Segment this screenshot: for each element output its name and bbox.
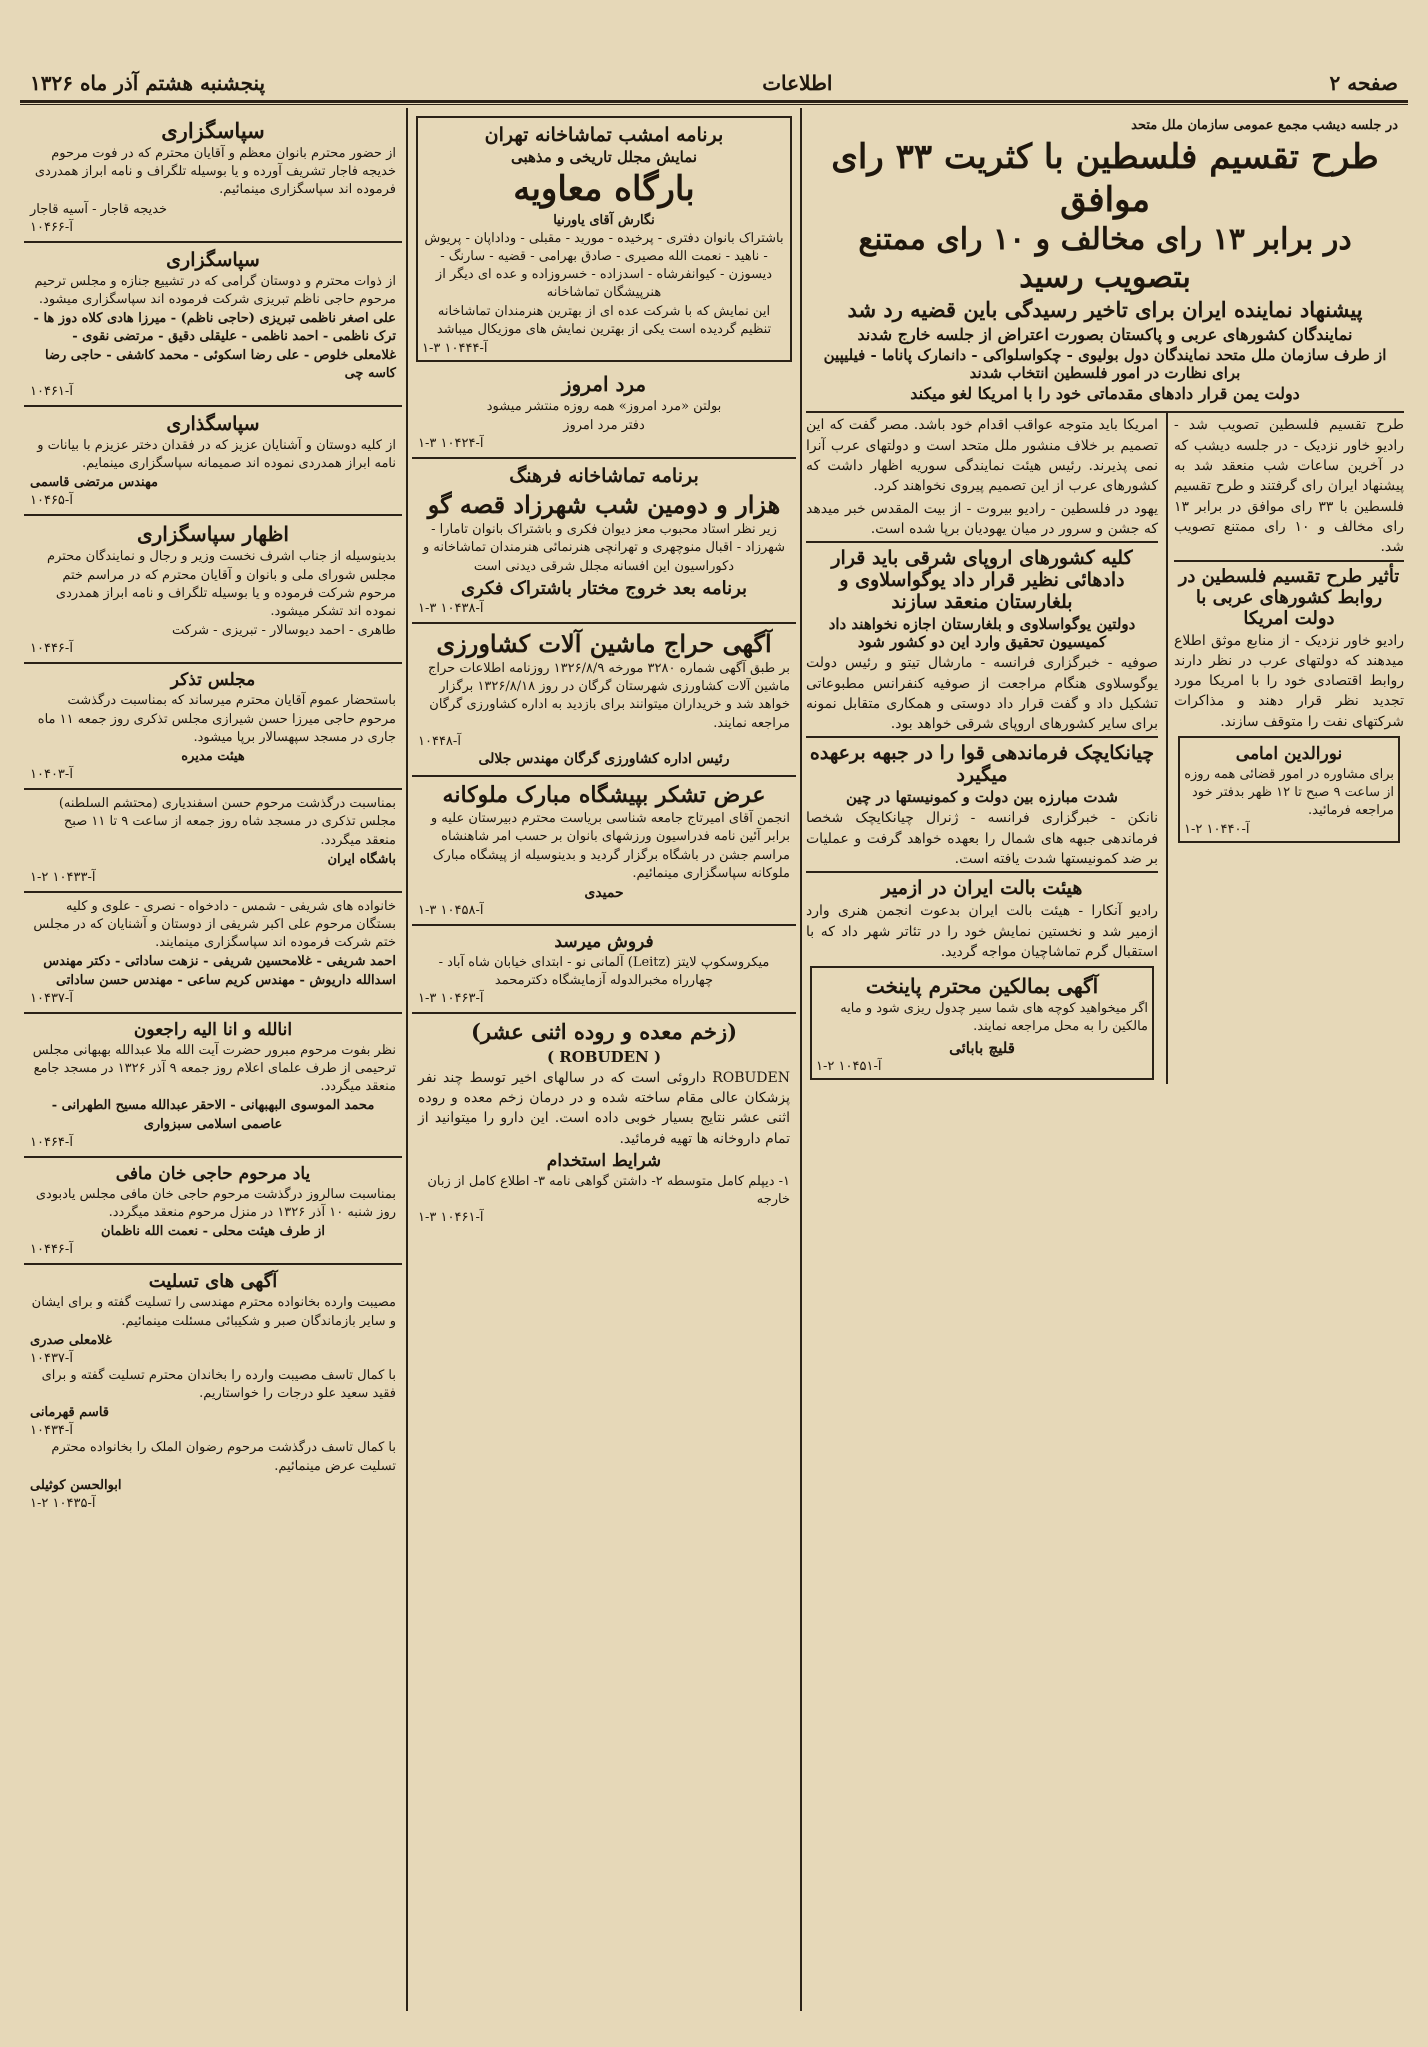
notice-text: از کلیه دوستان و آشنایان عزیز که در فقدان دختر عزیزم با بیانات و نامه ابراز همدردی نموده اند صمیمانه سپاسگزاری مینمایم. (37, 437, 396, 472)
ad-code: آ-۱۰۴۰۳ (30, 767, 73, 783)
ad-text: میکروسکوپ لایتز (Leitz) آلمانی نو - ابتدای خیابان شاه آباد - چهارراه مخبرالدوله آزمایشگاه دکترمحمد (438, 955, 770, 989)
notice-signature: مهندس مرتضی قاسمی (30, 475, 158, 491)
play-author: نگارش آقای یاورنیا (553, 212, 655, 228)
article-text: طرح تقسیم فلسطین تصویب شد - رادیو خاور نزدیک - در جلسه دیشب که در آخرین ساعات شب منعقد شد به پیشنهاد ایران رای گرفتند و طرح تقسیم فلسطین با ۳۳ رای موافق در برابر ۱۳ رای مخالف و ۱۰ رای ممتنع تصویب شد. (1174, 417, 1404, 556)
notice-box (1178, 736, 1400, 843)
article-text: امریکا باید متوجه عواقب اقدام خود باشد. مصر گفت که این تصمیم بر خلاف منشور ملل متحد است و دولتهای عرب آنرا نمی پذیرند. رئیس هیئت نمایندگی سوریه اظهار داشت که کشورهای عرب از این تصمیم پیروی نخواهند کرد. (806, 417, 1158, 495)
main-news-column (806, 112, 1404, 2011)
article-headline: چیانکایچک فرماندهی قوا را در جبهه برعهده میگیرد (806, 736, 1158, 786)
ad-title: (زخم معده و روده اثنی عشر) (470, 1019, 738, 1045)
notice-signature: خدیجه قاجار - آسیه قاجار (30, 201, 168, 217)
ad-code: آ-۱۰۴۶۶ (30, 219, 73, 235)
ad-code: آ-۱۰۴۳۳ ۲-۱ (30, 869, 96, 885)
article-text: یهود در فلسطین - رادیو بیروت - از بیت المقدس خبر میدهد که جشن و سرور در میان یهودیان برپا شده است. (806, 500, 1158, 537)
article-subhead: شدت مبارزه بین دولت و کمونیستها در چین (846, 788, 1118, 807)
ad-signature: قلیچ بابائی (949, 1038, 1015, 1057)
ad-code: آ-۱۰۴۳۸ ۳-۱ (418, 600, 484, 616)
ad-text: بر طبق آگهی شماره ۳۲۸۰ مورخه ۱۳۲۶/۸/۹ روزنامه اطلاعات حراج ماشین آلات کشاورزی شهرستان گرگان در روز ۱۳۲۶/۸/۱۸ برگزار خواهد شد و خریداران میتوانند برای بازدید به اداره کشاورزی گرگان مراجعه نمایند. (428, 660, 790, 731)
memorial-notice (24, 790, 402, 893)
notice-text: بدینوسیله از جناب اشرف نخست وزیر و رجال و نمایندگان محترم مجلس شورای ملی و بانوان و آقایان محترم که در مراسم ختم مرحوم شرکت فرموده و یا بوسیله تلگراف و نامه ابراز همدردی نموده اند تشکر میشود. (47, 549, 396, 619)
thanks-notice (24, 516, 402, 664)
ad-code: آ-۱۰۴۶۳ ۳-۱ (418, 991, 484, 1007)
play-name: هزار و دومین شب شهرزاد قصه گو (427, 490, 781, 519)
thanks-notice (24, 407, 402, 517)
ad-signature: دفتر مرد امروز (563, 417, 645, 433)
article-headline: تأثیر طرح تقسیم فلسطین در روابط کشورهای عربی با دولت امریکا (1174, 560, 1404, 629)
ad-title: آگهی حراج ماشین آلات کشاورزی (436, 628, 772, 658)
ad-code: آ-۱۰۴۳۷ (30, 990, 73, 1006)
ad-code: آ-۱۰۴۲۴ ۳-۱ (418, 436, 484, 451)
ad-subtitle: نمایش مجلل تاریخی و مذهبی (510, 148, 698, 166)
ad-code: آ-۱۰۴۳۵ ۲-۱ (30, 1496, 96, 1511)
thanks-ad (412, 777, 796, 926)
ad-code: آ-۱۰۴۵۸ ۳-۱ (418, 903, 484, 919)
ad-note: این نمایش که با شرکت عده ای از بهترین هنرمندان تماشاخانه تنظیم گردیده است یکی از بهترین نمایش های موزیکال میباشد (436, 304, 772, 338)
ad-signature: حمیدی (584, 885, 624, 902)
headline-2: در برابر ۱۳ رای مخالف و ۱۰ رای ممتنع بتصویب رسید (858, 222, 1352, 295)
notice-title: مجلس تذکر (170, 670, 256, 691)
ad-code: آ-۱۰۴۶۴ (30, 1134, 73, 1150)
issue-date: پنجشنبه هشتم آذر ماه ۱۳۲۶ (30, 71, 266, 95)
lead-story-header (806, 112, 1404, 413)
center-story-column (806, 413, 1158, 1083)
ad-text: اگر میخواهید کوچه های شما سیر چدول ریزی شود و مایه مالکین را به محل مراجعه نمایند. (840, 1001, 1148, 1035)
ad-subhead: شرایط استخدام (546, 1150, 662, 1171)
kicker: در جلسه دیشب مجمع عمومی سازمان ملل متحد (1131, 118, 1398, 133)
notice-title: اظهار سپاسگزاری (136, 522, 289, 547)
ad-text: بولتن «مرد امروز» همه روزه منتشر میشود (486, 398, 722, 414)
ad-code: آ-۱۰۴۴۶ (30, 1242, 73, 1258)
notice-title: آگهی های تسلیت (148, 1271, 278, 1293)
article-text: رادیو خاور نزدیک - از منابع موثق اطلاع میدهند که دولتهای عرب در نظر دارند روابط اقتصادی خود را با امریکا مورد تجدید نظر قرار دهند و مذاکرات شرکتهای نفت را متوقف سازند. (1174, 632, 1404, 730)
ad-signature: رئیس اداره کشاورزی گرگان مهندس جلالی (478, 750, 730, 767)
article-text: رادیو آنکارا - هیئت بالت ایران بدعوت انجمن هنری وارد ازمیر شد و نخستین نمایش خود را در تئاتر شهر داد که با استقبال گرم تماشاچیان مواجه گردید. (806, 903, 1158, 960)
thanks-notice (24, 243, 402, 407)
ad-title: مرد امروز (561, 371, 647, 396)
top-rule (20, 100, 1408, 103)
headline: طرح تقسیم فلسطین با کثریت ۳۳ رای موافق (831, 137, 1379, 220)
notice-signature: از طرف هیئت محلی - نعمت الله ناظمان (101, 1224, 325, 1240)
article-text: صوفیه - خبرگزاری فرانسه - مارشال تیتو و رئیس دولت یوگوسلاوی هنگام مراجعت از صوفیه کنفرانس مطبوعاتی تشکیل داد و گفت قرار داد دوستی و همکاری متقابل نمونه برای سایر کشورهای اروپای شرقی خواهد بود. (806, 655, 1158, 733)
notice-text: با کمال تاسف درگذشت مرحوم رضوان الملک را بخانواده محترم تسلیت عرض مینمائیم. (51, 1440, 396, 1474)
theatre-ad (416, 116, 792, 362)
ad-list: ۱- دیپلم کامل متوسطه ۲- داشتن گواهی نامه ۳- اطلاع کامل از زبان خارجه (427, 1173, 790, 1208)
notice-names: طاهری - احمد دیوسالار - تبریزی - شرکت (172, 623, 396, 639)
article-headline: هیئت بالت ایران در ازمیر (806, 871, 1158, 899)
ad-code: آ-۱۰۴۴۴ ۳-۱ (422, 340, 488, 356)
ad-code: آ-۱۰۴۴۰ ۲-۱ (1184, 821, 1250, 837)
article-subhead: دولتین یوگواسلاوی و بلغارستان اجازه نخواهند داد کمیسیون تحقیق وارد این دو کشور شود (828, 615, 1136, 652)
sale-ad (412, 926, 796, 1014)
notice-text: از حضور محترم بانوان معظم و آقایان محترم که در فوت مرحوم خدیجه فاجار تشریف آورده و یا بوسیله تلگراف و نامه ابراز همدردی فرموده اند سپاسگزاری مینمائیم. (34, 146, 396, 198)
notice-text: برای مشاوره در امور قضائی همه روزه از ساعت ۹ صبح تا ۱۲ ظهر بدفتر خود مراجعه فرمائید. (1184, 767, 1394, 819)
side-story-column (1166, 413, 1404, 1083)
notice-title: یاد مرحوم حاجی خان مافی (115, 1163, 311, 1184)
notice-text: باستحضار عموم آقایان محترم میرساند که بمناسبت درگذشت مرحوم حاجی میرزا حسن شیرازی مجلس تذکری روز جمعه ۱۱ ماه جاری در مسجد سپهسالار برپا میشود. (37, 693, 396, 745)
play-name: بارگاه معاویه (513, 169, 695, 209)
headline-3: پیشنهاد نماینده ایران برای تاخیر رسیدگی باین قضیه رد شد (847, 297, 1363, 323)
ads-column (412, 112, 796, 2011)
ad-text: ROBUDEN داروئی است که در سالهای اخیر توسط چند نفر پزشکان عالی مقام ساخته شده و در درمان زخم معده و روده اثنی عشر نتایج بسیار خوبی داده است. این دارو را میتوانید از تمام داروخانه ها تهیه فرمائید. (418, 1069, 790, 1147)
column-divider (406, 108, 408, 2011)
memorial-notice (24, 1158, 402, 1266)
notice-signature: محمد الموسوی البهبهانی - الاحقر عبدالله مسیح الطهرانی - عاصمی اسلامی سبزواری (51, 1098, 375, 1132)
notice-text: نظر بفوت مرحوم مبرور حضرت آیت الله ملا عبدالله بهبهانی مجلس ترحیمی از طرف علمای اعلام روز جمعه ۹ آذر ۱۳۲۶ در مسجد جامع منعقد میگردد. (32, 1042, 396, 1095)
ad-text: زیر نظر استاد محبوب معز دیوان فکری و باشتراک بانوان تامارا - شهرزاد - اقبال منوچهری و تهرانچی هنرنمائی هنرمندان تماشاخانه و دکوراسیون این افسانه مجلل شرقی دیدنی است (422, 522, 786, 574)
subhead: از طرف سازمان ملل متحد نمایندگان دول بولیوی - چکواسلواکی - دانمارک پاناما - فیلیپین برای نظارت در امور فلسطین انتخاب شدند (823, 346, 1387, 383)
cast-list: باشتراک بانوان دفتری - پرخیده - مورید - مقبلی - وداداپان - پریوش - ناهید - نعمت الله مصیری - صادق بهرامی - قضیه - سارنگ - دیسوزن - کیوانفرشاه - اسدزاده - خسروزاده و عده ای دیگر از هنرپیشگان تماشاخانه (424, 230, 784, 301)
memorial-notice (24, 1014, 402, 1158)
notice-title: سپاسگزاری (161, 118, 265, 143)
ad-title: فروش میرسد (554, 932, 654, 953)
ad-code: آ-۱۰۴۴۶ (30, 641, 73, 657)
robuden-ad (412, 1014, 796, 1231)
notice-title: سپاسگذاری (166, 412, 260, 435)
ad-code: آ-۱۰۴۴۸ (418, 733, 461, 749)
ad-code: آ-۱۰۴۳۷ (30, 1350, 73, 1366)
notice-names: احمد شریفی - غلامحسین شریفی - نزهت ساداتی - دکتر مهندس اسدالله داریوش - مهندس کریم ساعی - مهندس حسن ساداتی (43, 954, 396, 988)
notice-text: خانواده های شریفی - شمس - دادخواه - نصری - علوی و کلیه بستگان مرحوم علی اکبر شریفی از دوستان و آشنایان که در مجلس ختم شرکت فرموده اند سپاسگزاری مینمایند. (33, 898, 396, 951)
auction-ad (412, 624, 796, 777)
subhead: دولت یمن قرار دادهای مقدماتی خود را با امریکا لغو میکند (910, 384, 1300, 404)
article-headline: کلیه کشورهای اروپای شرقی باید قرار دادهائی نظیر قرار داد یوگواسلاوی و بلغارستان منعقد سازند (806, 541, 1158, 613)
ad-code: آ-۱۰۴۶۵ (30, 493, 73, 509)
thanks-notice (24, 112, 402, 243)
next-program: برنامه بعد خروج مختار باشتراک فکری (460, 577, 748, 599)
notice-signature: قاسم قهرمانی (30, 1405, 110, 1421)
article-text: نانکن - خبرگزاری فرانسه - ژنرال چیانکایچک شخصا فرماندهی جبهه های شمال را بعهده خواهد گرفت و عملیات بر ضد کمونیستها شدت یافته است. (806, 810, 1158, 868)
ad-title: برنامه تماشاخانه فرهنگ (509, 465, 699, 487)
ad-title: عرض تشکر بپیشگاه مبارک ملوکانه (442, 781, 766, 808)
thanks-notice (24, 893, 402, 1014)
notice-text: بمناسبت درگذشت مرحوم حسن اسفندیاری (محتشم السلطنه) مجلس تذکری در مسجد شاه روز جمعه از ساعت ۹ تا ۱۱ صبح منعقد میگردد. (58, 796, 396, 848)
ad-code: آ-۱۰۴۳۴ (30, 1423, 73, 1439)
top-rule-thin (20, 104, 1408, 105)
notice-title: سپاسگزاری (166, 248, 260, 271)
notice-text: بمناسبت سالروز درگذشت مرحوم حاجی خان مافی مجلس یادبودی روز شنبه ۱۰ آذر ۱۳۲۶ در منزل مرحوم منعقد میگردد. (35, 1186, 396, 1220)
notice-title: نورالدین امامی (1235, 744, 1343, 765)
notice-signature: باشگاه ایران (327, 851, 396, 867)
column-divider (800, 108, 802, 2011)
notice-text: از ذوات محترم و دوستان گرامی که در تشییع جنازه و مجلس ترحیم مرحوم حاجی ناظم تبریزی شرکت فرموده اند سپاسگزاری میشود. (34, 273, 396, 307)
ad-text: انجمن آقای امیرتاج جامعه شناسی بریاست محترم دبیرستان علیه و برابر آئین نامه فدراسیون ورزشهای بانوان بر حسب امر شاهنشاه مراسم جشن در باشگاه برگزار گردید و بدینوسیله از پیشگاه مبارک ملوکانه سپاسگزاری مینمائیم. (430, 811, 790, 881)
notice-title: انالله و انا الیه راجعون (133, 1019, 293, 1040)
subhead: نمایندگان کشورهای عربی و پاکستان بصورت اعتراض از جلسه خارج شدند (857, 325, 1353, 345)
farhang-theatre-ad (412, 459, 796, 624)
mard-emrooz-ad (412, 366, 796, 459)
condolence-notices (24, 1265, 402, 1517)
notice-text: مصیبت وارده بخانواده محترم مهندسی را تسلیت گفته و برای ایشان و سایر بازماندگان صبر و شکیبائی مسئلت مینمائیم. (31, 1295, 396, 1329)
notice-signature: هیئت مدیره (181, 748, 245, 764)
ad-code: آ-۱۰۴۶۱ (30, 383, 73, 399)
memorial-notice (24, 664, 402, 790)
notices-column (24, 112, 402, 2011)
page-number: صفحه ۲ (1329, 71, 1398, 95)
brand-name: ( ROBUDEN ) (546, 1047, 662, 1066)
notice-text: با کمال تاسف مصیبت وارده را بخاندان محترم تسلیت گفته و برای فقید سعید علو درجات را خواستاریم. (41, 1367, 396, 1402)
notice-signature: غلامعلی صدری (30, 1332, 112, 1348)
ad-code: آ-۱۰۴۶۱ ۳-۱ (418, 1210, 484, 1226)
ad-title: برنامه امشب تماشاخانه تهران (484, 124, 724, 146)
notice-names: علی اصغر ناظمی تبریزی (حاجی ناظم) - میرزا هادی کلاه دوز ها - ترک ناظمی - احمد ناظمی - علیقلی دقیق - مرتضی نقوی - غلامعلی خلوص - علی رضا اسکوئی - محمد کاشفی - حاجی رضا کاسه چی (33, 311, 396, 381)
notice-signature: ابوالحسن کوثیلی (30, 1477, 122, 1493)
paper-name: اطلاعات (762, 71, 833, 95)
masthead (30, 68, 1398, 98)
advertisement (810, 966, 1154, 1079)
ad-title: آگهی بمالکین محترم پاینخت (865, 974, 1099, 999)
ad-code: آ-۱۰۴۵۱ ۲-۱ (816, 1058, 882, 1074)
